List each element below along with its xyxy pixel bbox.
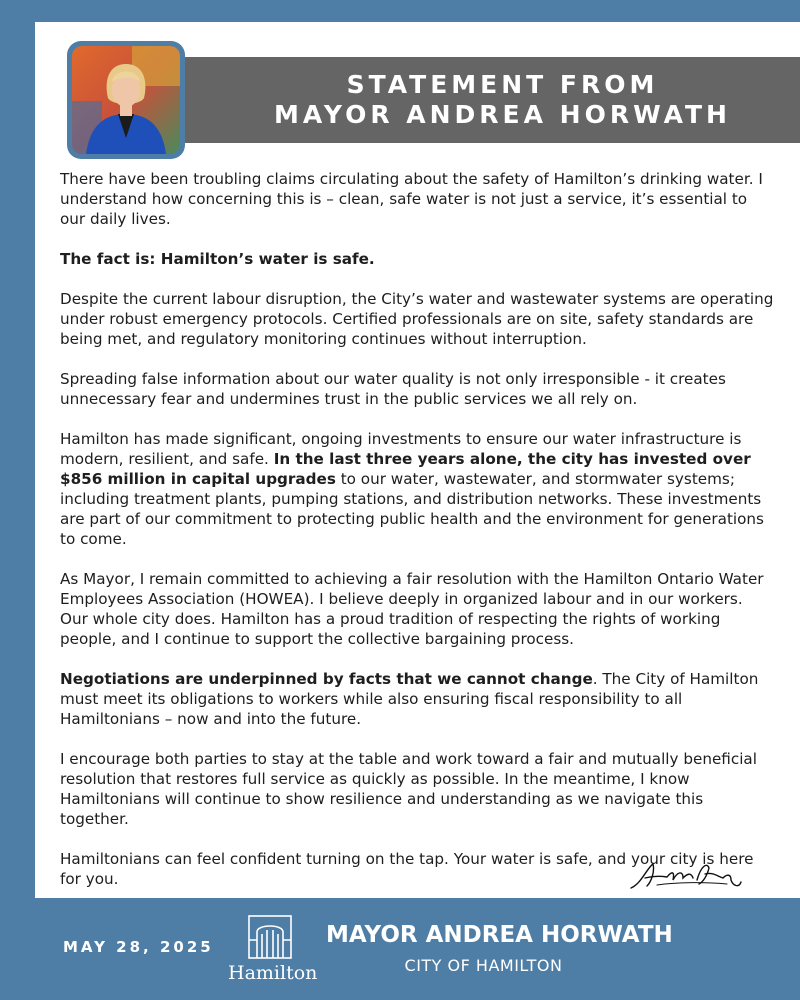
paragraph-9: Hamiltonians can feel confident turning on the tap. Your water is safe, and your city is here for you. [60,850,754,888]
paragraph-7 [60,669,775,729]
paragraph-6: As Mayor, I remain committed to achieving a fair resolution with the Hamilton Ontario Water Employees Association (HOWEA). I believe deeply in organized labour and in our workers. Our whole city does. Hamilton has a proud tradition of respecting the rights of working people, and I continue to support the collective bargaining process. [60,570,764,648]
signature-scrawl [627,858,745,894]
statement-date: MAY 28, 2025 [63,938,214,956]
hamilton-arch-icon [228,912,312,962]
paragraph-2 [60,249,775,269]
paragraph-5 [60,429,775,549]
logo-wordmark: Hamilton [228,962,318,984]
title-line-2: MAYOR ANDREA HORWATH [274,100,731,129]
footer-city-name: CITY OF HAMILTON [404,956,563,975]
paragraph-7-rest: . The City of Hamilton must meet its obligations to workers while also ensuring fiscal responsibility to all Hamiltonians – now and into the future. [60,670,759,728]
footer-mayor-name: MAYOR ANDREA HORWATH [326,922,673,948]
paragraph-1: There have been troubling claims circulating about the safety of Hamilton’s drinking water. I understand how concerning this is – clean, safe water is not just a service, it’s essential to our daily lives. [60,170,763,228]
key-fact: The fact is: Hamilton’s water is safe. [60,250,375,268]
paragraph-5-rest: to our water, wastewater, and stormwater systems; including treatment plants, pumping stations, and distribution networks. These investments are part of our commitment to protecting public health and the environment for generations to come. [60,470,764,548]
statement-sheet [35,22,800,898]
portrait-illustration [72,46,180,154]
mayor-portrait [67,41,185,159]
paragraph-3: Despite the current labour disruption, the City’s water and wastewater systems are operating under robust emergency protocols. Certified professionals are on site, safety standards are being met, and regulatory monitoring continues without interruption. [60,290,774,348]
city-of-hamilton-logo [228,912,318,990]
paragraph-4: Spreading false information about our water quality is not only irresponsible - it creates unnecessary fear and undermines trust in the public services we all rely on. [60,370,726,408]
title-line-1: STATEMENT FROM [346,70,659,99]
paragraph-8: I encourage both parties to stay at the table and work toward a fair and mutually beneficial resolution that restores full service as quickly as possible. In the meantime, I know Hamiltonians will continue to show resilience and understanding as we navigate this together. [60,750,757,828]
paragraph-5-intro: Hamilton has made significant, ongoing investments to ensure our water infrastructure is modern, resilient, and safe. [60,430,742,468]
title-banner [185,57,800,143]
mayor-signature [627,858,745,894]
portrait-image [72,46,180,154]
negotiations-highlight: Negotiations are underpinned by facts that we cannot change [60,670,593,688]
statement-body [60,169,775,909]
investment-highlight: In the last three years alone, the city has invested over $856 million in capital upgrades [60,450,751,488]
